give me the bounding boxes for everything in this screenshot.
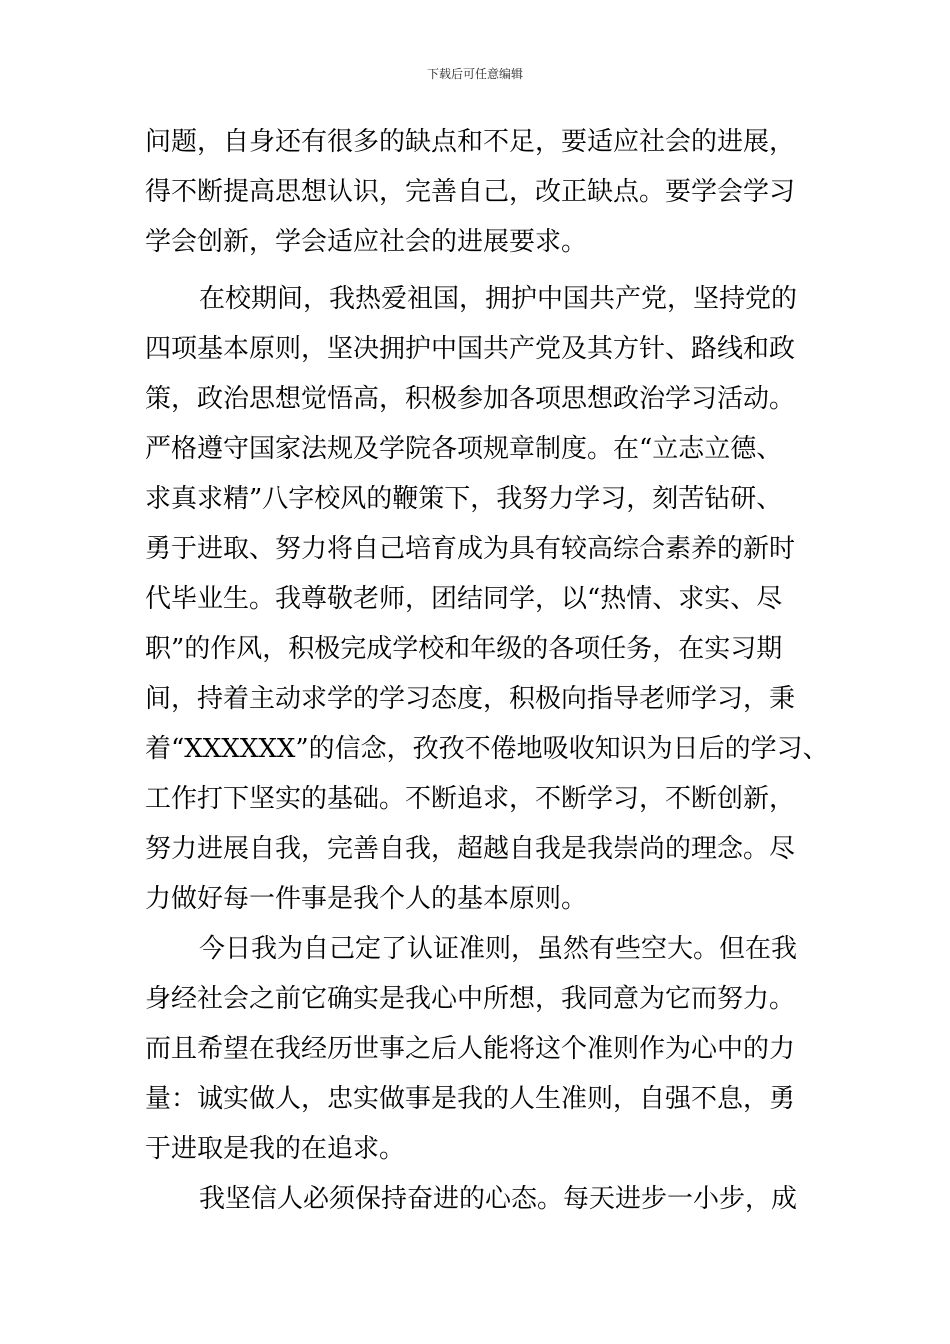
text-line: 职”的作风，积极完成学校和年级的各项任务，在实习期 (145, 634, 783, 664)
paragraph-start-line: 今日我为自己定了认证准则，虽然有些空大。但在我 (199, 934, 798, 964)
text-line: 工作打下坚实的基础。不断追求，不断学习，不断创新， (145, 784, 796, 814)
text-line: 于进取是我的在追求。 (145, 1134, 406, 1164)
paragraph-start-line: 我坚信人必须保持奋进的心态。每天进步一小步，成 (199, 1184, 798, 1214)
text-line: 四项基本原则，坚决拥护中国共产党及其方针、路线和政 (145, 334, 796, 364)
text-line: 问题，自身还有很多的缺点和不足，要适应社会的进展， (145, 127, 796, 157)
text-line: 量：诚实做人，忠实做事是我的人生准则，自强不息，勇 (145, 1084, 796, 1114)
text-line: 力做好每一件事是我个人的基本原则。 (145, 884, 588, 914)
text-line: 代毕业生。我尊敬老师，团结同学，以“热情、求实、尽 (145, 584, 783, 614)
text-line: 策，政治思想觉悟高，积极参加各项思想政治学习活动。 (145, 384, 796, 414)
paragraph-start-line: 在校期间，我热爱祖国，拥护中国共产党，坚持党的 (199, 284, 798, 314)
text-line: 间，持着主动求学的学习态度，积极向指导老师学习，秉 (145, 684, 796, 714)
text-line: 身经社会之前它确实是我心中所想，我同意为它而努力。 (145, 984, 796, 1014)
text-line: 严格遵守国家法规及学院各项规章制度。在“立志立德、 (145, 434, 783, 464)
text-line: 着“XXXXXX”的信念，孜孜不倦地吸收知识为日后的学习、 (145, 734, 829, 764)
text-line: 学会创新，学会适应社会的进展要求。 (145, 227, 588, 257)
text-line: 努力进展自我，完善自我，超越自我是我崇尚的理念。尽 (145, 834, 796, 864)
text-line: 得不断提高思想认识，完善自己，改正缺点。要学会学习 (145, 177, 796, 207)
page-header: 下载后可任意编辑 (426, 67, 523, 81)
text-line: 而且希望在我经历世事之后人能将这个准则作为心中的力 (145, 1034, 796, 1064)
text-line: 求真求精”八字校风的鞭策下，我努力学习，刻苦钻研、 (145, 484, 783, 514)
text-line: 勇于进取、努力将自己培育成为具有较高综合素养的新时 (145, 534, 796, 564)
